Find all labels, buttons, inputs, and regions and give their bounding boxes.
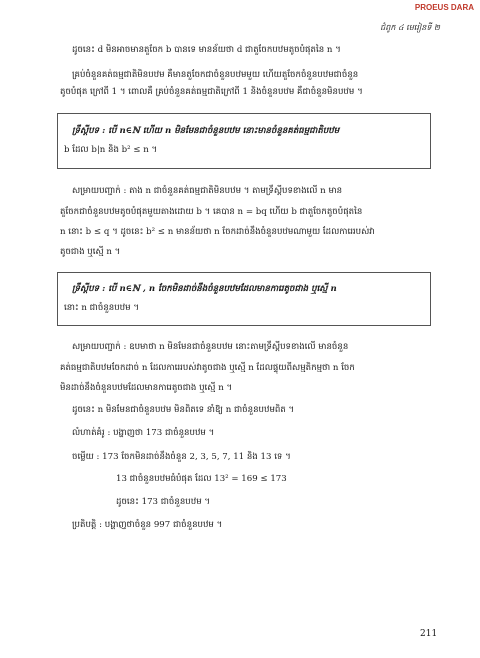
text-line: គ្រប់ចំនួនគត់ធម្មជាតិមិនបឋម គឺមានតួចែកជាចំនួនបឋមមួយ ហើយតួចែកចំនួនបឋមជាចំនួន — [72, 70, 359, 80]
conclusion-line: ដូចនេះ n មិនមែនជាចំនួនបឋម មិនពិតទេ នាំឱ្យ n ជាចំនួនបឋមពិត ។ — [72, 405, 295, 415]
theorem-statement: ទ្រឹស្តីបទ : បើ n∈ℕ , n ចែកមិនដាច់នឹងចំនួនបឋមដែលមានការេតូចជាង ឬស្មើ n — [72, 284, 337, 294]
brand-watermark: PROEUS DARA — [414, 3, 474, 12]
proof-line: សម្រាយបញ្ជាក់ : តាង n ជាចំនួនគត់ធម្មជាតិមិនបឋម ។ តាមទ្រឹស្តីបទខាងលើ n មាន — [72, 186, 343, 196]
chapter-header: ជំពូក ៤ មេរៀនទី ២ — [380, 23, 440, 32]
theorem-statement: នោះ n ជាចំនួនបឋម ។ — [64, 303, 139, 313]
theorem-statement: ទ្រឹស្តីបទ : បើ n∈ℕ ហើយ n មិនមែនជាចំនួនបឋម នោះមានចំនួនគត់ធម្មជាតិបឋម — [72, 126, 340, 136]
proof-line: តូចជាង ឬស្មើ n ។ — [60, 247, 121, 257]
proof-line: n នោះ b ≤ q ។ ដូចនេះ b² ≤ n មានន័យថា n ចែកដាច់នឹងចំនួនបឋមណាមួយ ដែលការេរបស់វា — [60, 227, 375, 237]
proof-line: គត់ធម្មជាតិបឋមចែកដាច់ n ដែលការេរបស់វាតូចជាង ឬស្មើ n ដែលផ្ទុយពីសម្មតិកម្មថា n ចែក — [60, 363, 355, 373]
theorem-box-1 — [57, 113, 431, 169]
proof-line: តួចែកជាចំនួនបឋមតូចបំផុតមួយតាងដោយ b ។ គេបាន n = bq ហើយ b ជាតួចែកតូចបំផុតនៃ — [60, 207, 363, 217]
answer-line: ដូចនេះ 173 ជាចំនួនបឋម ។ — [116, 497, 211, 507]
answer-line: 13 ជាចំនួនបឋមធំបំផុត ដែល 13² = 169 ≤ 173 — [116, 474, 287, 484]
theorem-box-2 — [57, 272, 431, 326]
example-line: លំហាត់គំរូ : បង្ហាញថា 173 ជាចំនួនបឋម ។ — [72, 428, 215, 438]
proof-line: សម្រាយបញ្ជាក់ : ឧបមាថា n មិនមែនជាចំនួនបឋម នោះតាមទ្រឹស្តីបទខាងលើ មានចំនួន — [72, 342, 349, 352]
text-line: តូចបំផុត ក្រៅពី 1 ។ ពោលគឺ គ្រប់ចំនួនគត់ធម្មជាតិក្រៅពី 1 និងចំនួនបឋម គឺជាចំនួនមិនបឋម ។ — [60, 87, 363, 97]
exercise-line: ប្រតិបត្តិ : បង្ហាញថាចំនួន 997 ជាចំនួនបឋម ។ — [72, 520, 223, 530]
text-line: ដូចនេះ d មិនអាចមានតួចែក b បានទេ មានន័យថា d ជាតួចែកបឋមតូចបំផុតនៃ n ។ — [72, 45, 341, 55]
proof-line: មិនដាច់នឹងចំនួនបឋមដែលមានការេតូចជាង ឬស្មើ n ។ — [60, 383, 233, 393]
answer-line: ចម្លើយ : 173 ចែកមិនដាច់នឹងចំនួន 2, 3, 5, 7, 11 និង 13 ទេ ។ — [72, 452, 291, 462]
theorem-statement: b ដែល b|n និង b² ≤ n ។ — [64, 145, 158, 155]
page-number: 211 — [420, 629, 438, 639]
